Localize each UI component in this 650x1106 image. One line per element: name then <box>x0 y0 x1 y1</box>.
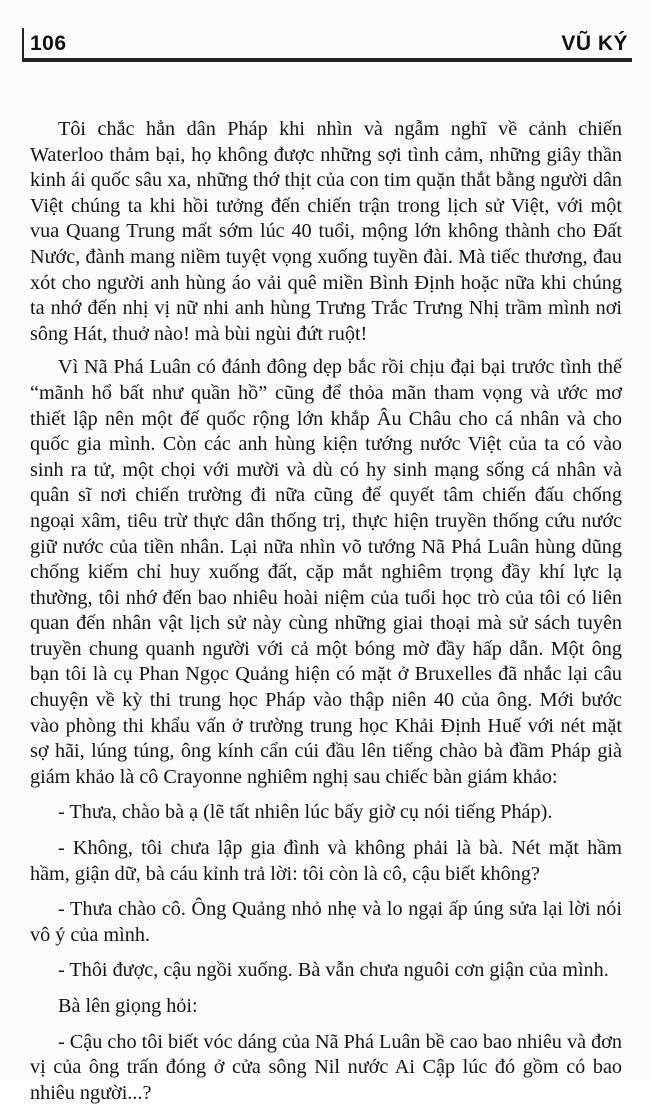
dialogue-line: - Thôi được, cậu ngồi xuống. Bà vẫn chưa nguôi cơn giận của mình. <box>58 959 609 982</box>
dialogue-line: - Thưa chào cô. Ông Quảng nhỏ nhẹ và lo ngại ấp úng sửa lại lời nói vô ý của mình. <box>30 898 622 946</box>
paragraph: Tôi chắc hẳn dân Pháp khi nhìn và ngẫm nghĩ về cảnh chiến Waterloo thảm bại, họ không được những sợi tình cảm, những giây thần kinh ái quốc sâu xa, những thớ thịt của con tim quặn thắt bằng người dân Việt chúng ta khi hồi tưởng đến chiến trận trong lịch sử Việt, với một vua Quang Trung mất sớm lúc 40 tuổi, mộng lớn không thành cho Đất Nước, đành mang niềm tuyệt vọng xuống tuyền đài. Mà tiếc thương, đau xót cho người anh hùng áo vải quê miền Bình Định hoặc nữa khi chúng ta nhớ đến nhị vị nữ nhi anh hùng Trưng Trắc Trưng Nhị trầm mình nơi sông Hát, thuở nào! mà bùi ngùi đứt ruột! <box>30 118 622 345</box>
header-frame <box>22 28 632 60</box>
running-title: VŨ KÝ <box>561 32 628 55</box>
body-text <box>30 117 622 1106</box>
dialogue-line: - Thưa, chào bà ạ (lẽ tất nhiên lúc bấy giờ cụ nói tiếng Pháp). <box>58 801 553 824</box>
header-rule <box>22 60 632 62</box>
dialogue-line: - Không, tôi chưa lập gia đình và không phải là bà. Nét mặt hầm hầm, giận dữ, bà cáu kỉnh trả lời: tôi còn là cô, cậu biết không? <box>30 837 622 885</box>
page-number: 106 <box>30 32 67 55</box>
paragraph: Bà lên giọng hỏi: <box>58 995 198 1017</box>
dialogue-line: - Cậu cho tôi biết vóc dáng của Nã Phá Luân bề cao bao nhiêu và đơn vị của ông trấn đóng ở cửa sông Nil nước Ai Cập lúc đó gồm có bao nhiêu người...? <box>30 1030 622 1104</box>
paragraph: Vì Nã Phá Luân có đánh đông dẹp bắc rồi chịu đại bại trước tình thế “mãnh hổ bất như quần hồ” cũng để thỏa mãn tham vọng và ước mơ thiết lập nên một đế quốc rộng lớn khắp Âu Châu cho cá nhân và cho quốc gia mình. Còn các anh hùng kiện tướng nước Việt của ta có vào sinh ra tử, một chọi với mười và dù có hy sinh mạng sống cá nhân và quân sĩ nơi chiến trường đi nữa cũng để quyết tâm chiến đấu chống ngoại xâm, tiêu trừ thực dân thống trị, thực hiện truyền thống cứu nước giữ nước của tiền nhân. Lại nữa nhìn võ tướng Nã Phá Luân hùng dũng chống kiếm chỉ huy xuống đất, cặp mắt nghiêm trọng đầy khí lực lạ thường, tôi nhớ đến bao nhiêu hoài niệm của tuổi học trò của tôi có liên quan đến nhân vật lịch sử này cùng những giai thoại mà sử sách tuyên truyền chung quanh người với cả một bóng mờ đầy hấp dẫn. Một ông bạn tôi là cụ Phan Ngọc Quảng hiện có mặt ở Bruxelles đã nhắc lại câu chuyện về kỳ thi trung học Pháp vào thập niên 40 của ông. Mới bước vào phòng thi khẩu vấn ở trường trung học Khải Định Huế với nét mặt sợ hãi, lúng túng, ông kính cẩn cúi đầu lên tiếng chào bà đầm Pháp già giám khảo là cô Crayonne nghiêm nghị sau chiếc bàn giám khảo: <box>30 356 622 788</box>
